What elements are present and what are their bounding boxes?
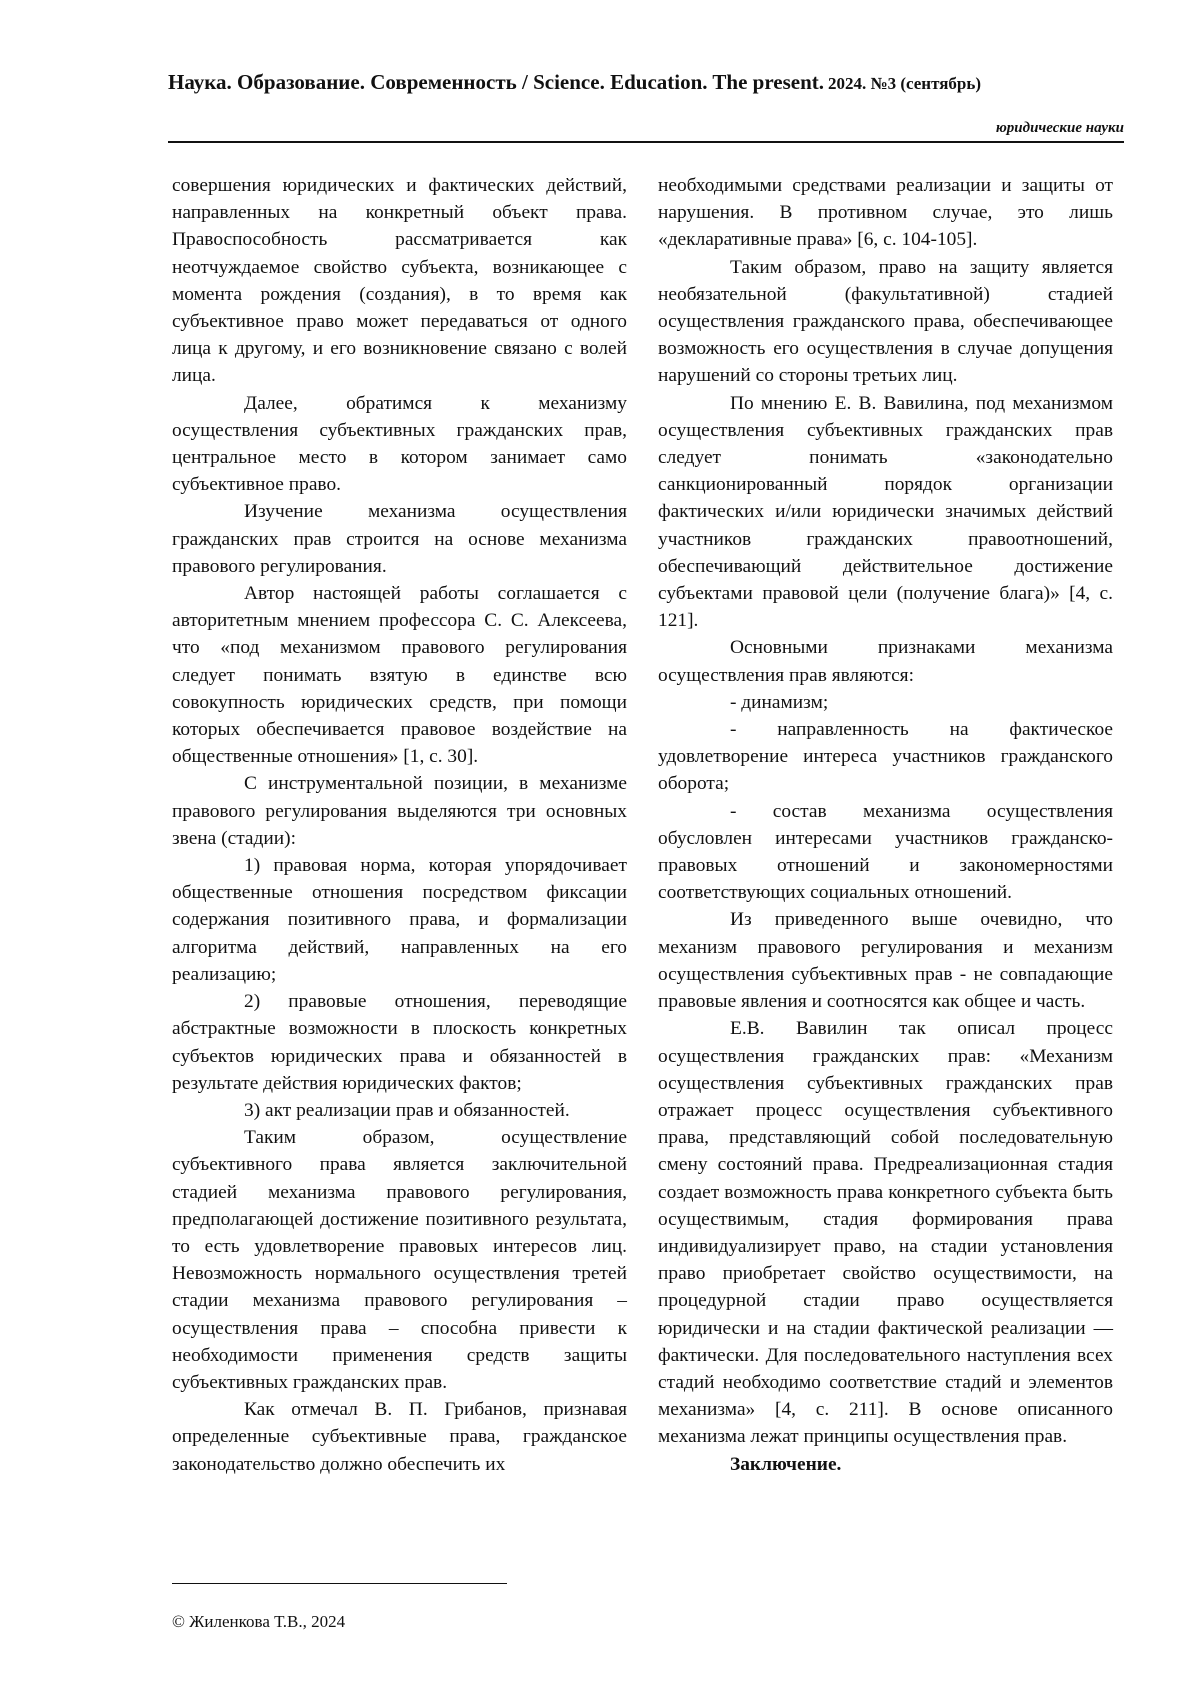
paragraph: совершения юридических и фактических действий, направленных на конкретный объект права. Правоспособность рассматривается как неотчуждаемое свойство субъекта, возникающее с момента рождения (создания), в то время как субъективное право может передаваться от одного лица к другому, и его возникновение связано с волей лица. [172,175,627,387]
left-column [172,172,627,1478]
paragraph: С инструментальной позиции, в механизме правового регулирования выделяются три основных звена (стадии): [172,773,627,849]
header-divider [168,141,1124,143]
paragraph: Изучение механизма осуществления гражданских прав строится на основе механизма правового регулирования. [172,501,627,577]
journal-title: Наука. Образование. Современность / Science. Education. The present. [168,70,825,94]
paragraph: Из приведенного выше очевидно, что механизм правового регулирования и механизм осуществления субъективных прав - не совпадающие правовые явления и соотносятся как общее и часть. [658,909,1113,1013]
paragraph: Как отмечал В. П. Грибанов, признавая определенные субъективные права, гражданское законодательство должно обеспечить их [172,1399,627,1475]
list-item: 1) правовая норма, которая упорядочивает общественные отношения посредством фиксации содержания позитивного права, и формализации алгоритма действий, направленных на его реализацию; [172,855,627,985]
paragraph: По мнению Е. В. Вавилина, под механизмом осуществления субъективных гражданских прав следует понимать «законодательно санкционированный порядок организации фактических и/или юридически значимых действий участников гражданских правоотношений, обеспечивающий действительное достижение субъектами правовой цели (получение блага)» [4, с. 121]. [658,392,1113,632]
list-item: 2) правовые отношения, переводящие абстрактные возможности в плоскость конкретных субъектов юридических права и обязанностей в результате действия юридических фактов; [172,991,627,1094]
conclusion-heading: Заключение. [730,1453,842,1475]
paragraph: Таким образом, осуществление субъективного права является заключительной стадией механизма правового регулирования, предполагающей достижение позитивного результата, то есть удовлетворение правовых интересов лиц. Невозможность нормального осуществления третей стадии механизма правового регулирования – осуществления права – способна привести к необходимости применения средств защиты субъективных гражданских прав. [172,1127,627,1393]
journal-header [168,70,1128,95]
journal-issue: 2024. №3 (сентябрь) [828,74,982,93]
paragraph: Далее, обратимся к механизму осуществления субъективных гражданских прав, центральное место в котором занимает само субъективное право. [172,392,627,496]
right-column [658,172,1113,1478]
paragraph: Основными признаками механизма осуществления прав являются: [658,637,1113,686]
paragraph: Автор настоящей работы соглашается с авторитетным мнением профессора С. С. Алексеева, что «под механизмом правового регулирования следует понимать взятую в единстве всю совокупность юридических средств, при помощи которых обеспечивается правовое воздействие на общественные отношения» [1, с. 30]. [172,583,627,768]
paragraph: Таким образом, право на защиту является необязательной (факультативной) стадией осуществления гражданского права, обеспечивающее возможность его осуществления в случае допущения нарушений со стороны третьих лиц. [658,256,1113,387]
footnote-divider [172,1583,507,1584]
list-item: - направленность на фактическое удовлетворение интереса участников гражданского оборота; [658,719,1113,795]
section-label: юридические науки [995,120,1124,136]
list-item: - динамизм; [730,691,829,713]
copyright-note: © Жиленкова Т.В., 2024 [172,1612,346,1631]
list-item: 3) акт реализации прав и обязанностей. [244,1099,570,1121]
paragraph: Е.В. Вавилин так описал процесс осуществления гражданских прав: «Механизм осуществления субъективных гражданских прав отражает процесс осуществления субъективного права, представляющий собой последовательную смену состояний права. Предреализационная стадия создает возможность права конкретного субъекта быть осуществимым, стадия формирования права индивидуализирует право, на стадии установления право приобретает свойство осуществимости, на процедурной стадии право осуществляется юридически и на стадии фактической реализации — фактически. Для последовательного наступления всех стадий необходимо соответствие стадий и элементов механизма» [4, с. 211]. В основе описанного механизма лежат принципы осуществления прав. [658,1018,1113,1448]
list-item: - состав механизма осуществления обусловлен интересами участников гражданско-правовых отношений и закономерностями соответствующих социальных отношений. [658,800,1113,904]
paragraph: необходимыми средствами реализации и защиты от нарушения. В противном случае, это лишь «декларативные права» [6, с. 104-105]. [658,175,1113,251]
